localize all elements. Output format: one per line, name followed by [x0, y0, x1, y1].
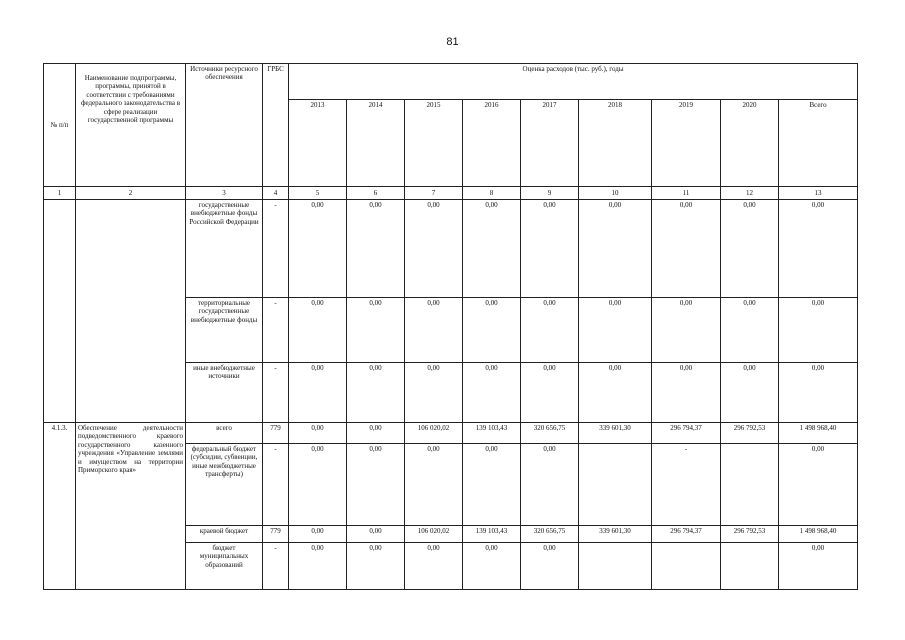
grbs-cell: - — [263, 543, 289, 590]
value-cell: - — [652, 444, 721, 526]
colnum: 10 — [579, 187, 652, 200]
npp-cell-empty — [44, 200, 76, 423]
table-row — [44, 200, 858, 298]
source-cell: иные внебюджетные источники — [186, 363, 263, 423]
value-cell: 0,00 — [721, 200, 779, 298]
year-2015: 2015 — [405, 100, 463, 187]
value-cell: 0,00 — [521, 543, 579, 590]
value-cell — [579, 444, 652, 526]
grbs-cell: - — [263, 444, 289, 526]
value-cell: 0,00 — [652, 363, 721, 423]
header-name: Наименование подпрограммы, программы, принятой в соответствии с требованиями федерального законодательства в сфере реализации государственной программы — [76, 64, 186, 187]
value-cell: 339 601,30 — [579, 423, 652, 444]
year-2020: 2020 — [721, 100, 779, 187]
value-cell: 320 656,75 — [521, 526, 579, 543]
page-number: 81 — [446, 36, 459, 48]
value-cell: 1 498 968,40 — [779, 526, 858, 543]
value-cell: 0,00 — [347, 423, 405, 444]
value-cell: 106 020,02 — [405, 423, 463, 444]
value-cell: 0,00 — [347, 363, 405, 423]
value-cell: 0,00 — [405, 543, 463, 590]
value-cell: 0,00 — [405, 444, 463, 526]
year-2018: 2018 — [579, 100, 652, 187]
source-cell: территориальные государственные внебюджетные фонды — [186, 298, 263, 363]
year-total: Всего — [779, 100, 858, 187]
grbs-cell: - — [263, 200, 289, 298]
value-cell: 0,00 — [579, 363, 652, 423]
year-2016: 2016 — [463, 100, 521, 187]
value-cell — [721, 444, 779, 526]
column-numbers-row — [44, 187, 858, 200]
value-cell: 0,00 — [405, 363, 463, 423]
colnum: 2 — [76, 187, 186, 200]
source-cell: федеральный бюджет (субсидии, субвенции, иные межбюджетные трансферты) — [186, 444, 263, 526]
value-cell: 0,00 — [289, 200, 347, 298]
colnum: 6 — [347, 187, 405, 200]
value-cell: 0,00 — [347, 298, 405, 363]
value-cell: 0,00 — [347, 543, 405, 590]
value-cell: 0,00 — [463, 298, 521, 363]
value-cell: 0,00 — [521, 200, 579, 298]
value-cell — [579, 543, 652, 590]
value-cell — [721, 543, 779, 590]
value-cell: 0,00 — [721, 363, 779, 423]
value-cell: 0,00 — [289, 423, 347, 444]
year-2017: 2017 — [521, 100, 579, 187]
grbs-cell: 779 — [263, 526, 289, 543]
value-cell: 0,00 — [347, 526, 405, 543]
colnum: 1 — [44, 187, 76, 200]
value-cell: 0,00 — [779, 363, 858, 423]
grbs-cell: 779 — [263, 423, 289, 444]
header-row-top — [44, 64, 858, 100]
value-cell: 0,00 — [579, 200, 652, 298]
value-cell: 139 103,43 — [463, 423, 521, 444]
name-cell-empty — [76, 200, 186, 423]
value-cell: 0,00 — [521, 298, 579, 363]
item-name: Обеспечение деятельности подведомственного краевого государственного казенного учреждения «Управление землями и имуществом на территории Приморского края» — [76, 423, 186, 590]
value-cell: 106 020,02 — [405, 526, 463, 543]
value-cell: 139 103,43 — [463, 526, 521, 543]
value-cell: 0,00 — [779, 200, 858, 298]
value-cell: 0,00 — [652, 200, 721, 298]
value-cell: 0,00 — [289, 543, 347, 590]
colnum: 5 — [289, 187, 347, 200]
value-cell: 0,00 — [463, 543, 521, 590]
colnum: 11 — [652, 187, 721, 200]
header-estimate: Оценка расходов (тыс. руб.), годы — [289, 64, 858, 100]
value-cell: 0,00 — [289, 298, 347, 363]
source-cell: бюджет муниципальных образований — [186, 543, 263, 590]
value-cell: 296 794,37 — [652, 423, 721, 444]
value-cell: 296 794,37 — [652, 526, 721, 543]
value-cell: 0,00 — [463, 200, 521, 298]
year-2019: 2019 — [652, 100, 721, 187]
value-cell: 320 656,75 — [521, 423, 579, 444]
source-cell: краевой бюджет — [186, 526, 263, 543]
value-cell: 0,00 — [779, 543, 858, 590]
colnum: 7 — [405, 187, 463, 200]
grbs-cell: - — [263, 363, 289, 423]
value-cell: 0,00 — [521, 363, 579, 423]
value-cell: 0,00 — [779, 298, 858, 363]
colnum: 8 — [463, 187, 521, 200]
grbs-cell: - — [263, 298, 289, 363]
source-cell: государственные внебюджетные фонды Российской Федерации — [186, 200, 263, 298]
value-cell: 0,00 — [463, 363, 521, 423]
value-cell: 0,00 — [521, 444, 579, 526]
year-2014: 2014 — [347, 100, 405, 187]
colnum: 9 — [521, 187, 579, 200]
value-cell — [652, 543, 721, 590]
value-cell: 296 792,53 — [721, 526, 779, 543]
year-2013: 2013 — [289, 100, 347, 187]
colnum: 3 — [186, 187, 263, 200]
header-npp: № п/п — [44, 64, 76, 187]
value-cell: 0,00 — [405, 200, 463, 298]
header-source: Источники ресурсного обеспечения — [186, 64, 263, 187]
value-cell: 0,00 — [579, 298, 652, 363]
item-number: 4.1.3. — [44, 423, 76, 590]
value-cell: 339 601,30 — [579, 526, 652, 543]
value-cell: 1 498 968,40 — [779, 423, 858, 444]
value-cell: 0,00 — [347, 444, 405, 526]
expenditure-table — [43, 63, 858, 590]
header-grbs: ГРБС — [263, 64, 289, 187]
value-cell: 0,00 — [721, 298, 779, 363]
value-cell: 0,00 — [289, 363, 347, 423]
colnum: 13 — [779, 187, 858, 200]
table-row — [44, 423, 858, 444]
value-cell: 296 792,53 — [721, 423, 779, 444]
source-cell: всего — [186, 423, 263, 444]
colnum: 12 — [721, 187, 779, 200]
value-cell: 0,00 — [289, 526, 347, 543]
value-cell: 0,00 — [463, 444, 521, 526]
value-cell: 0,00 — [289, 444, 347, 526]
colnum: 4 — [263, 187, 289, 200]
value-cell: 0,00 — [405, 298, 463, 363]
value-cell: 0,00 — [652, 298, 721, 363]
value-cell: 0,00 — [779, 444, 858, 526]
value-cell: 0,00 — [347, 200, 405, 298]
